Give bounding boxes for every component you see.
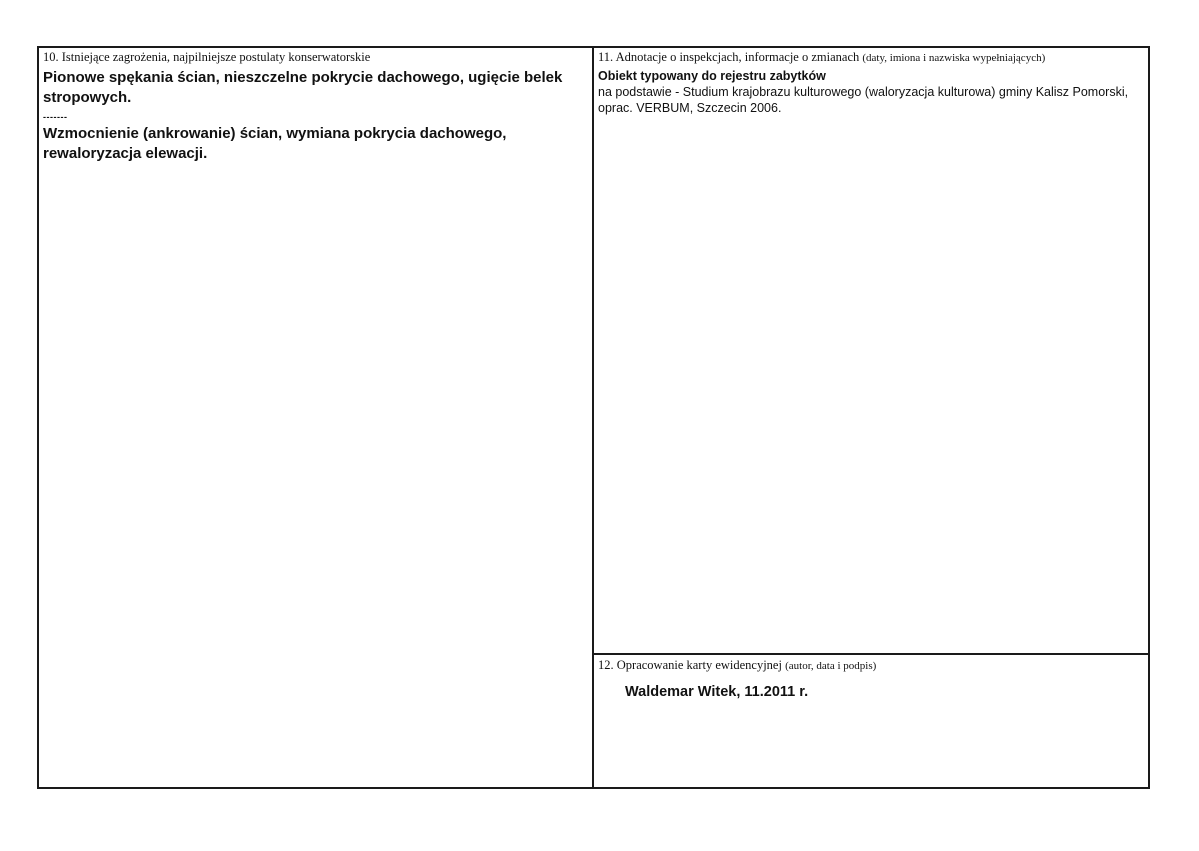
postulates-text: Wzmocnienie (ankrowanie) ścian, wymiana pokrycia dachowego, rewaloryzacja elewacji.	[43, 125, 507, 162]
section-11-label	[598, 50, 1144, 66]
form-table	[37, 46, 1150, 789]
section-12-label	[598, 658, 1144, 674]
basis-text: na podstawie - Studium krajobrazu kulturowego (waloryzacja kulturowa) gminy Kalisz Pomorski, oprac. VERBUM, Szczecin 2006.	[598, 85, 1129, 115]
threats-text: Pionowe spękania ścian, nieszczelne pokrycie dachowego, ugięcie belek stropowych.	[43, 69, 563, 106]
section-10-label: 10. Istniejące zagrożenia, najpilniejsze postulaty konserwatorskie	[43, 50, 371, 64]
section-12-author-cell	[594, 655, 1148, 787]
author-signature-text: Waldemar Witek, 11.2011 r.	[625, 684, 809, 700]
section-11-label-main: 11. Adnotacje o inspekcjach, informacje o zmianach	[598, 50, 860, 64]
register-status-text: Obiekt typowany do rejestru zabytków	[598, 69, 826, 83]
section-11-annotations-cell	[594, 48, 1148, 653]
separator-dashes: -------	[43, 112, 68, 122]
section-12-label-note: (autor, data i podpis)	[785, 660, 877, 672]
section-12-label-main: 12. Opracowanie karty ewidencyjnej	[598, 658, 782, 672]
section-10-threats-cell	[39, 48, 592, 787]
section-11-label-note: (daty, imiona i nazwiska wypełniających)	[862, 52, 1046, 64]
